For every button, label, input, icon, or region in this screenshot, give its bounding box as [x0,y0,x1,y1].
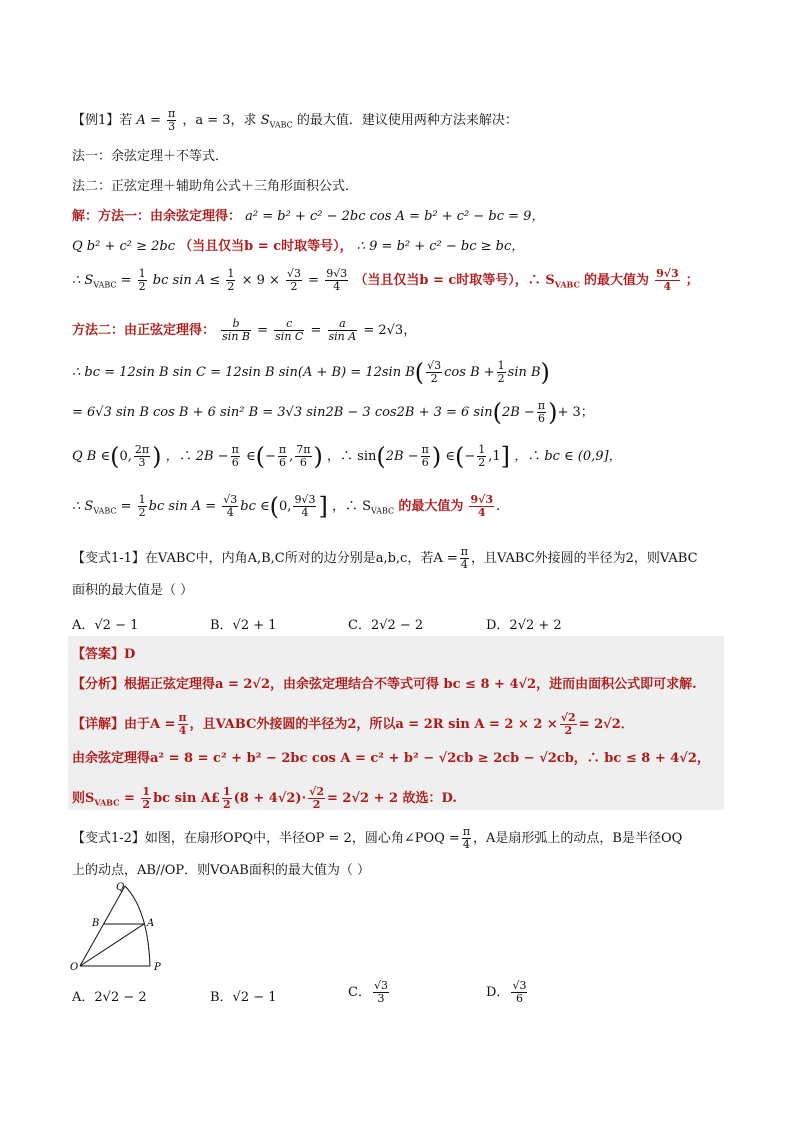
area-prefix: 则S [72,791,95,806]
frac-num: π [178,711,187,724]
label-P: P [154,962,161,972]
frac-num: c [274,318,304,331]
bc-in: bc ∈ [240,499,270,514]
question-text: 【变式1-2】如图，在扇形OPQ中，半径OP = 2，圆心角∠POQ = [72,831,460,846]
bracket-right: ] [318,492,328,521]
answer: 【答案】D [72,647,136,662]
simplified-expression: = 6√3 sin B cos B + 6 sin² B = 3√3 sin2B − 3 cos2B + 3 = 6 sin [72,405,493,420]
bc-range: ，∴ bc ∈ (0,9]， [514,449,622,464]
area-sub: VABC [269,120,293,130]
paren-left: ( [414,358,425,387]
example-1-question [72,108,518,135]
frac-num: 9√3 [470,493,494,506]
solution-line-5 [72,360,550,385]
paren-right: ) [313,442,323,471]
label-B: B [92,918,100,929]
option-b[interactable]: B．√2 + 1 [210,618,277,633]
option-a[interactable]: A．√2 − 1 [72,618,139,633]
frac-max [655,268,680,293]
equality-note: （当且仅当b = c时取等号），∴ S [354,273,555,288]
area-symbol: ∴ S [72,499,94,514]
frac-c-sinC [274,318,304,343]
frac-sqrt3-2 [426,360,442,385]
frac-num: 9√3 [326,267,348,280]
frac-pi-6 [231,444,240,469]
area-formula: bc sin A = [148,499,217,514]
frac-den: 4 [301,506,309,519]
B-in: Q B ∈ [72,449,111,464]
therefore-text: ，∴ S [331,499,372,514]
frac-den: 2 [290,280,298,293]
in-symbol: ∈ [445,449,455,464]
paren-left: ( [255,442,265,471]
frac-b-sinB [221,318,251,343]
area-formula: bc sin A ≤ [152,273,225,288]
label-Q: Q [116,882,125,893]
frac-den: 4 [460,558,468,571]
method-2-title: 法二：正弦定理＋辅助角公式＋三角形面积公式． [72,179,359,194]
option-d[interactable]: D．2√2 + 2 [486,618,562,633]
solution-line-3 [72,268,699,295]
variant-1-1-question-2: 面积的最大值是（ ） [72,583,194,598]
inner-angle: 2B − [502,405,535,420]
frac-num: 1 [222,785,231,798]
frac-pi-4 [178,712,188,737]
max-label: 的最大值为 [583,273,649,288]
solution-line-2 [72,238,524,256]
frac-num: π [421,443,429,456]
frac-den: 3 [138,456,146,469]
frac-den: 2 [138,280,146,293]
paren-right: ) [548,398,558,427]
method-2-label: 方法二：由正弦定理得： [72,323,216,338]
solution-line-8: ∴ $S_{VABC}$ = $\frac{1}{2}$ bc sin A = $\frac{√3}{4}$ bc ∈(0, $\frac{9√3}{4}$ ] ，∴ $S_{VABC}$ 的最大值为 $\frac{9√3}{4}$ . [72,492,501,521]
detail-2: 由余弦定理得a² = 8 = c² + b² − 2bc cos A = c² + b² − √2cb ≥ 2cb − √2cb，∴ bc ≤ 8 + 4√2， [72,751,710,766]
cosine-law: a² = b² + c² − 2bc cos A = b² + c² − bc = 9， [245,209,545,224]
sector-figure [70,880,170,972]
area-formula: bc sin A£ [153,791,220,806]
area-symbol: S [260,113,270,128]
frac-num: 2π [134,443,150,456]
frac-num: π [278,443,287,456]
frac-half [497,360,506,385]
condition-text: ，a = 3，求 [182,113,257,128]
method-1-title: 法一：余弦定理＋不等式． [72,149,229,164]
paren-right: ) [431,442,442,471]
option-a[interactable]: A．2√2 − 2 [72,990,147,1005]
frac-num: π [462,825,471,838]
frac-den: 3 [168,120,176,133]
zero: 0, [119,449,132,464]
frac-num: √3 [512,979,527,992]
frac-sqrt3-2 [286,268,302,293]
frac-half-2 [226,268,235,293]
analysis: 【分析】根据正弦定理得a = 2√2，由余弦定理结合不等式可得 bc ≤ 8 + 4√2，进而由面积公式即可求解. [72,677,697,692]
frac-den: sin A [328,330,357,343]
frac-num: √2 [560,711,576,724]
frac-7pi-6 [295,444,311,469]
label-O: O [70,962,79,972]
frac-pi-4 [462,826,471,851]
frac-den: 6 [231,456,239,469]
frac-2pi-3 [134,444,150,469]
detail-text-3: = 2√2． [578,717,634,732]
frac-9sqrt3-4 [293,494,316,519]
frac-num: π [460,545,468,558]
paren-right: ) [540,358,550,387]
frac-half [138,494,147,519]
frac-den: 2 [564,724,573,737]
frac-den: 6 [515,992,523,1005]
result: = 2√2 + 2 故选：D. [326,791,457,806]
frac-den: 2 [430,372,438,385]
solution-line-4: 方法二：由正弦定理得： $\frac{b}{\text{sin B}}$ = $\frac{c}{\text{sin C}}$ = $\frac{a}{\text{sin A}}$ = 2√3， [72,317,417,343]
frac-num: 9√3 [294,493,316,506]
frac-den: sin C [275,330,304,343]
frac-sqrt2-2 [308,786,325,811]
frac-num: 1 [497,359,505,372]
paren-left: ( [376,442,386,471]
frac-num: π [231,443,239,456]
minus: − [464,449,476,464]
frac-den: 4 [663,280,672,293]
frac-den: 2 [222,798,231,811]
label-A: A [147,918,155,929]
area-sub: VABC [93,506,117,516]
area-sub: VABC [94,797,120,808]
frac-den: 4 [333,280,341,293]
question-tail: 的最大值．建议使用两种方法来解决： [296,113,518,128]
equality-note: （当且仅当b = c时取等号）， [179,239,353,254]
frac-num: 1 [227,267,235,280]
max-label: 的最大值为 [398,499,464,514]
option-c[interactable] [348,980,391,1005]
frac-sqrt3-6 [511,980,527,1005]
example-label: 【例1】若 [72,113,133,128]
frac-half [477,444,486,469]
frac-max [469,494,494,519]
frac-den: 2 [312,798,321,811]
option-label: D． [486,985,510,1000]
option-c[interactable]: C．2√2 − 2 [348,618,424,633]
frac-den: 6 [537,412,545,425]
frac-pi-6 [421,444,430,469]
sin-text: ，∴ sin [327,449,377,464]
frac-den: 2 [478,456,486,469]
detail-1 [72,712,634,737]
frac-num: π [537,399,546,412]
plus-three: + 3； [557,405,594,420]
frac-sqrt3-4 [222,494,238,519]
question-text-2: ，且VABC外接圆的半径为2，则VABC [471,551,698,566]
frac-num: √3 [223,493,238,506]
solution-line-6 [72,400,594,425]
frac-den: 4 [178,724,187,737]
frac-num: √3 [427,359,442,372]
frac-num: π [167,107,176,120]
frac-num: √2 [309,785,324,798]
equals: = [120,273,136,288]
frac-den: sin B [222,330,250,343]
frac-num: 1 [142,785,151,798]
in-symbol: ∈ [246,449,256,464]
solution-line-7: Q B ∈(0, $\frac{2\pi}{3}$ ) ，∴ 2B − $\frac{\pi}{6}$ ∈(− $\frac{\pi}{6}$ , $\frac{7\pi}{6}$ ) ，∴ sin(2B − $\frac{\pi}{6}$ ) ∈(− $\frac{1}{2}$ ,1] ，∴ bc ∈ (0,9]， [72,442,622,471]
frac-den: 2 [138,506,146,519]
paren-left: ( [454,442,465,471]
frac-pi-6 [278,444,287,469]
paren-right: ) [152,442,162,471]
frac-num: b [221,318,251,331]
option-b[interactable]: B．√2 − 1 [210,990,277,1005]
option-label: C． [348,985,371,1000]
times-nine: × 9 × [241,273,285,288]
sin-term: sin B [507,365,541,380]
frac-num: 9√3 [656,267,679,280]
segment-OA [80,924,144,966]
paren-left: ( [269,492,280,521]
inner-angle: 2B − [385,449,419,464]
ratio-value: = 2√3， [363,323,417,338]
frac-den: 2 [227,280,235,293]
frac-den: 3 [377,992,385,1005]
frac-num: 1 [138,493,146,506]
frac-den: 4 [226,506,234,519]
frac-den: 2 [142,798,151,811]
frac-pi-6 [537,400,546,425]
frac-num: √3 [287,267,302,280]
zero: 0, [279,499,292,514]
bc-expansion: ∴ bc = 12sin B sin C = 12sin B sin(A + B) = 12sin B [72,365,415,380]
radius-OQ [80,886,125,966]
paren-left: ( [110,442,120,471]
frac-half [141,786,151,811]
semicolon: ； [685,273,699,288]
area-sub: VABC [371,506,395,516]
bound-text: ∴ 9 = b² + c² − bc ≥ bc， [356,239,525,254]
range-end: ,1 [488,449,501,464]
frac-half [222,786,232,811]
inequality: Q b² + c² ≥ 2bc [72,239,176,254]
frac-sqrt3-3 [373,980,389,1005]
detail-text: 【详解】由于A = [72,717,176,732]
angle-text: ，∴ 2B − [165,449,229,464]
solution-line-1 [72,208,544,226]
frac-num: 1 [478,443,486,456]
frac-num: a [328,318,358,331]
detail-3: 则$S_{VABC}$ = $\frac{1}{2}$ bc sin A£ $\frac{1}{2}$ (8 + 4√2)· $\frac{√2}{2}$ = 2√2 + 2 故选：D. [72,785,457,811]
minus: − [265,449,276,464]
frac-9sqrt3-4 [325,268,348,293]
area-symbol: ∴ S [72,273,94,288]
frac-den: 2 [497,372,505,385]
option-d[interactable] [486,980,529,1005]
frac-den: 6 [279,456,287,469]
variant-1-1-question [72,546,698,571]
bracket-right: ] [500,442,511,471]
frac-a-sinA [328,318,358,343]
frac-num: √3 [373,979,388,992]
frac-num: 7π [296,443,311,456]
variant-1-2-question-2: 上的动点，AB//OP．则VOAB面积的最大值为（ ） [72,863,370,878]
frac-den: 6 [421,456,429,469]
angle-A: A = [136,113,161,128]
pi-over-3 [167,108,176,133]
product: (8 + 4√2)· [233,791,307,806]
area-sub: VABC [93,280,117,290]
equals: = [308,273,324,288]
detail-text-2: ，且VABC外接圆的半径为2，所以a = 2R sin A = 2 × 2 × [189,717,558,732]
frac-sqrt2-2 [560,712,577,737]
frac-num: 1 [138,267,146,280]
cos-term: cos B + [444,365,495,380]
period: . [496,499,501,514]
question-text: 【变式1-1】在VABC中，内角A,B,C所对的边分别是a,b,c，若A = [72,551,458,566]
frac-den: 4 [462,838,470,851]
area-sub: VABC [554,279,580,290]
frac-pi-4 [460,546,469,571]
frac-den: 6 [299,456,307,469]
frac-den: 4 [477,506,486,519]
variant-1-2-question [72,826,682,851]
question-text-2: ，A是扇形弧上的动点，B是半径OQ [473,831,683,846]
paren-left: ( [492,398,502,427]
solution-label: 解：方法一：由余弦定理得： [72,209,242,224]
frac-half [138,268,147,293]
